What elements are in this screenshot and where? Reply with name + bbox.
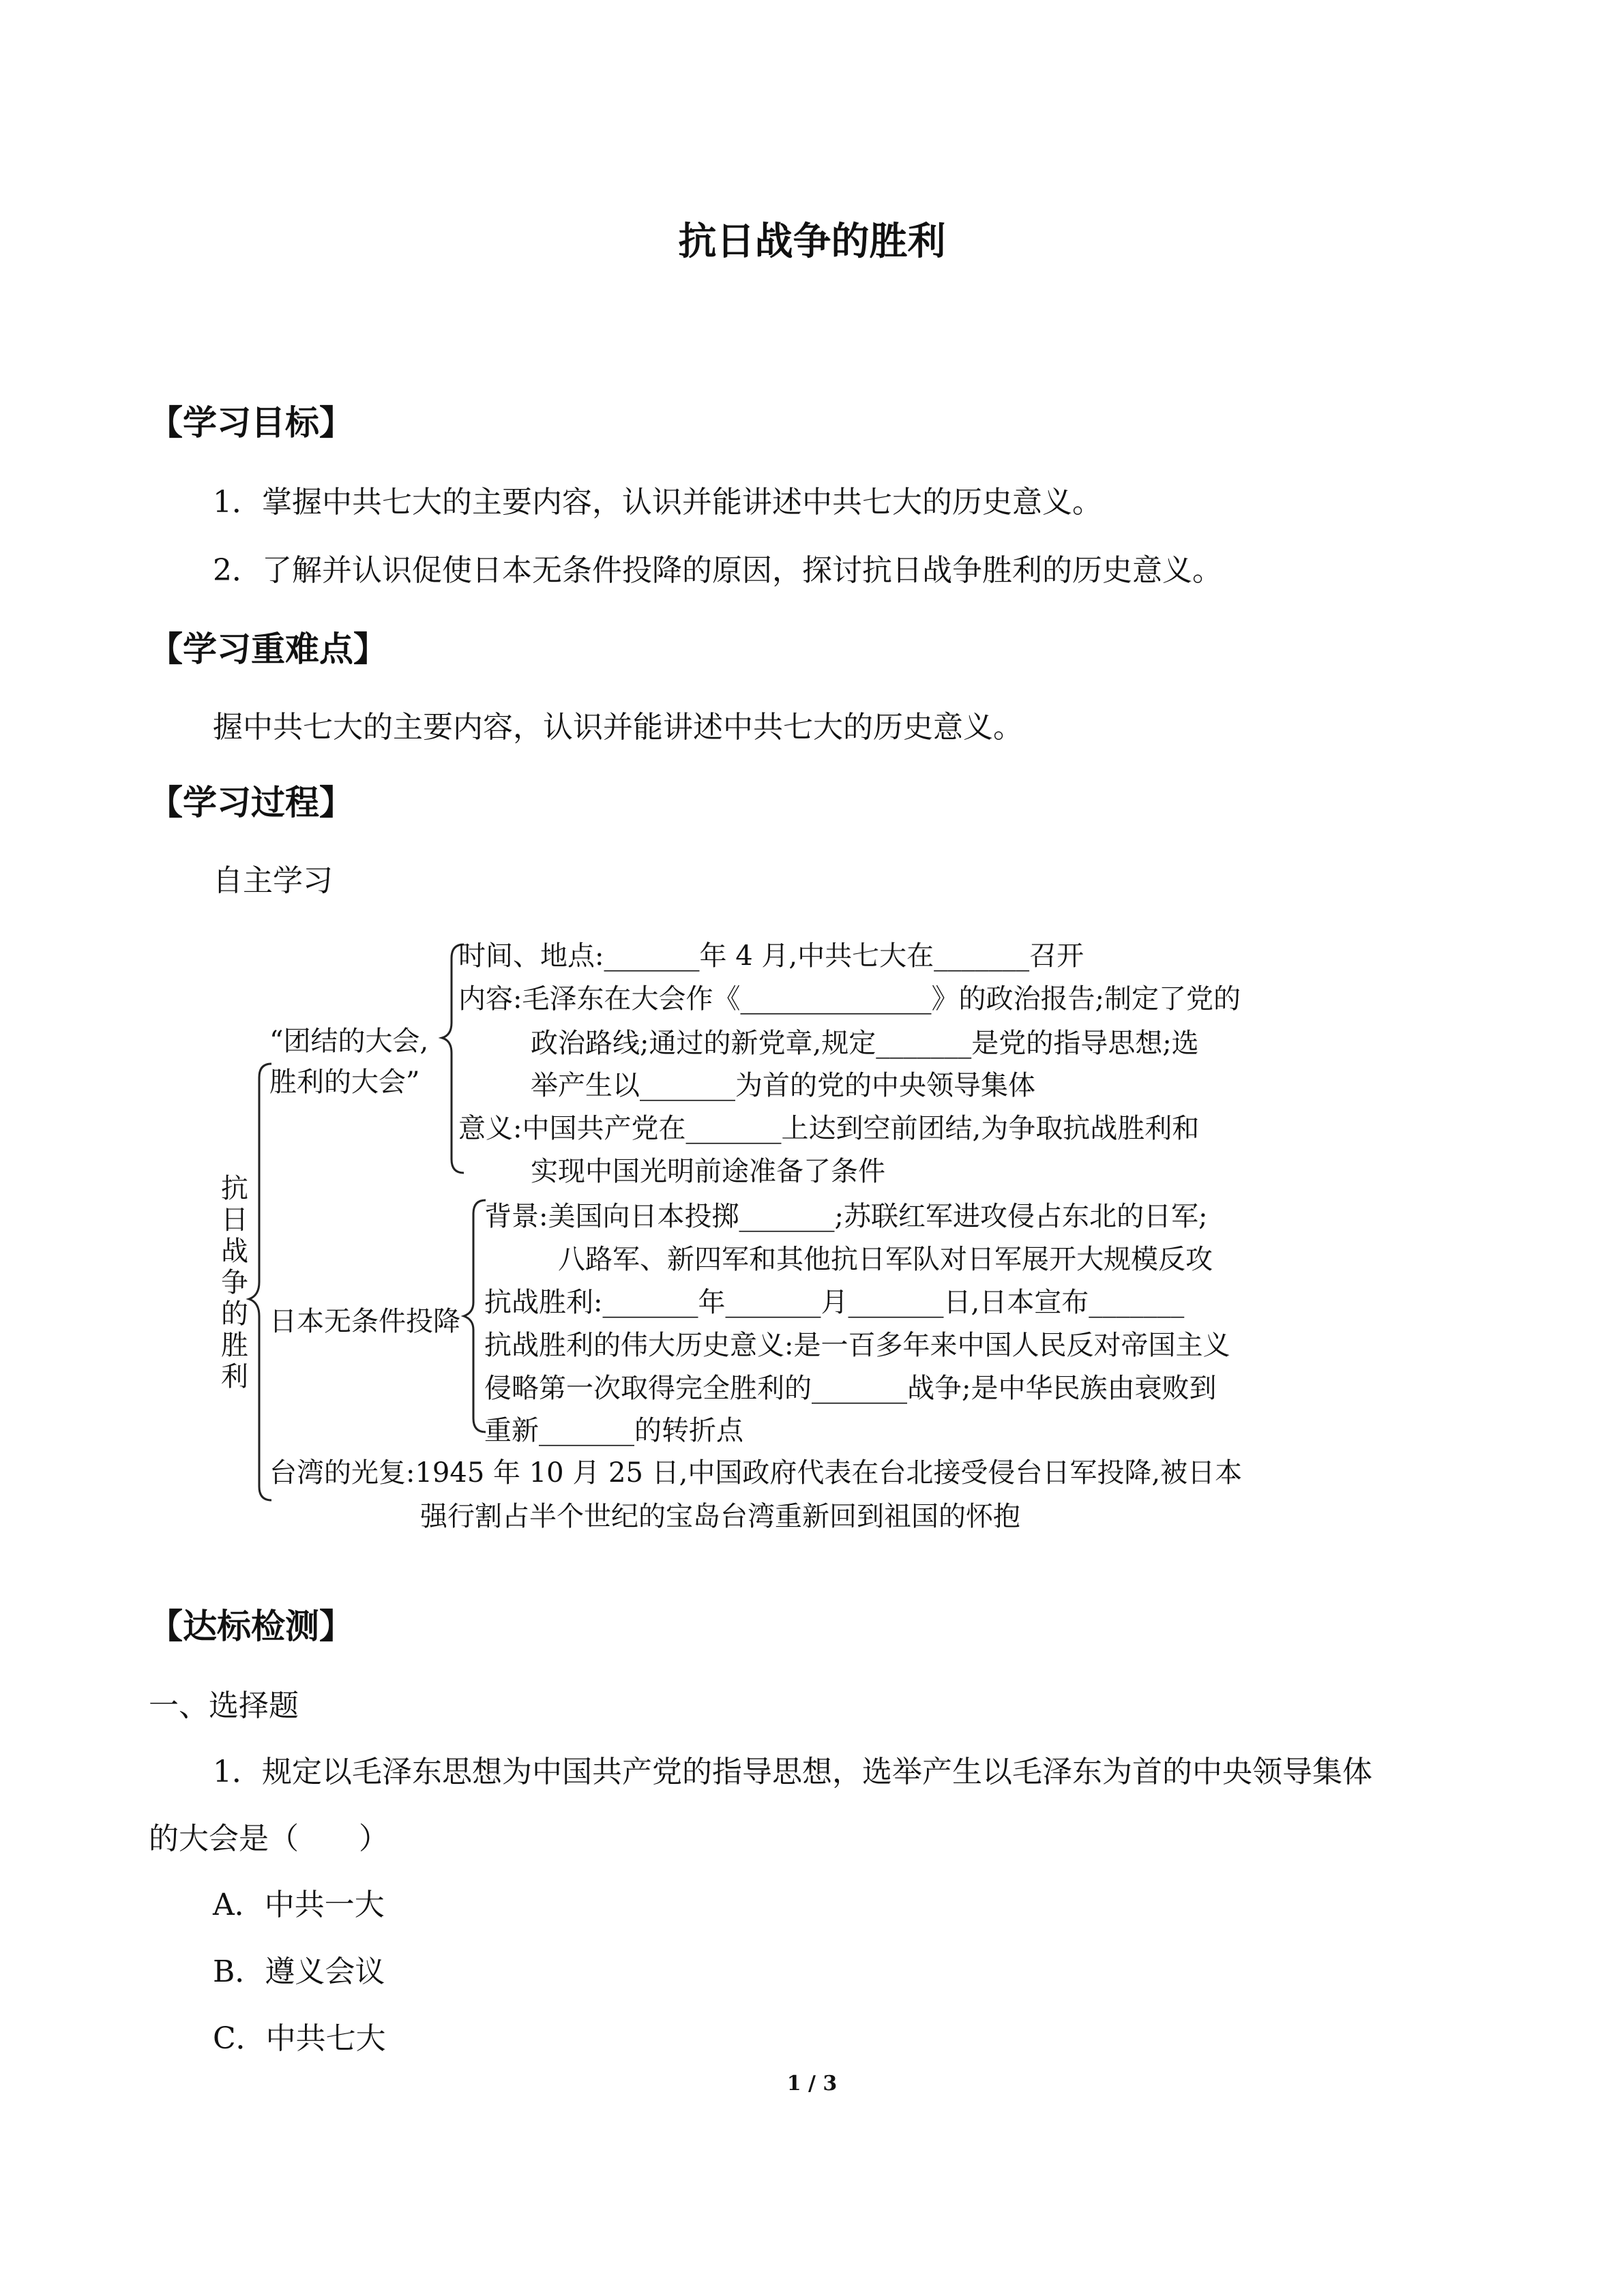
page-number: 1 / 3 [786,2072,838,2096]
option-a: A．中共一大 [213,1888,385,1922]
key-points-text: 握中共七大的主要内容，认识并能讲述中共七大的历史意义。 [213,710,1023,745]
test-heading: 【达标检测】 [149,1606,353,1646]
self-study-label: 自主学习 [213,863,333,898]
objective-item-1: 1．掌握中共七大的主要内容，认识并能讲述中共七大的历史意义。 [213,485,1102,520]
b1-content-line1: 内容:毛泽东在大会作《______________》的政治报告;制定了党的 [458,983,1241,1015]
page-title: 抗日战争的胜利 [678,219,946,264]
diagram-root-label: 抗日战争的胜利 [221,1173,248,1392]
b2-background-line2: 八路军、新四军和其他抗日军队对日军展开大规模反攻 [558,1244,1213,1275]
objective-item-2: 2．了解并认识促使日本无条件投降的原因，探讨抗日战争胜利的历史意义。 [213,553,1222,588]
b3-taiwan-line2: 强行割占半个世纪的宝岛台湾重新回到祖国的怀抱 [420,1501,1020,1532]
b2-significance-line3: 重新_______的转折点 [484,1415,743,1446]
test-part-label: 一、选择题 [149,1688,299,1723]
process-heading: 【学习过程】 [149,782,353,822]
b2-significance-line1: 抗战胜利的伟大历史意义:是一百多年来中国人民反对帝国主义 [484,1330,1230,1361]
b2-significance-line2: 侵略第一次取得完全胜利的_______战争;是中华民族由衰败到 [484,1373,1217,1404]
branch2-label: 日本无条件投降 [269,1306,460,1337]
b1-time-place: 时间、地点:_______年 4 月,中共七大在_______召开 [458,940,1084,972]
option-c: C．中共七大 [213,2021,386,2056]
b1-meaning-line1: 意义:中国共产党在_______上达到空前团结,为争取抗战胜利和 [458,1113,1200,1144]
root-brace [249,1064,271,1500]
b3-taiwan-line1: 台湾的光复:1945 年 10 月 25 日,中国政府代表在台北接受侵台日军投降,被日本 [269,1457,1243,1489]
b2-victory: 抗战胜利:_______年_______月_______日,日本宣布_______ [484,1287,1185,1318]
b2-background-line1: 背景:美国向日本投掷_______;苏联红军进攻侵占东北的日军; [484,1201,1208,1232]
option-b: B．遵义会议 [213,1954,385,1989]
b1-content-line2: 政治路线;通过的新党章,规定_______是党的指导思想;选 [531,1028,1199,1059]
question-1-line1: 1．规定以毛泽东思想为中国共产党的指导思想，选举产生以毛泽东为首的中央领导集体 [213,1755,1372,1789]
branch1-label-line1: “团结的大会, [269,1026,429,1057]
branch2-brace [464,1200,486,1432]
objectives-heading: 【学习目标】 [149,402,353,443]
key-points-heading: 【学习重难点】 [149,629,387,669]
question-1-line2: 的大会是（ ） [149,1821,389,1856]
b1-content-line3: 举产生以_______为首的党的中央领导集体 [531,1070,1035,1101]
branch1-label-line2: 胜利的大会” [269,1067,420,1098]
b1-meaning-line2: 实现中国光明前途准备了条件 [531,1156,885,1187]
